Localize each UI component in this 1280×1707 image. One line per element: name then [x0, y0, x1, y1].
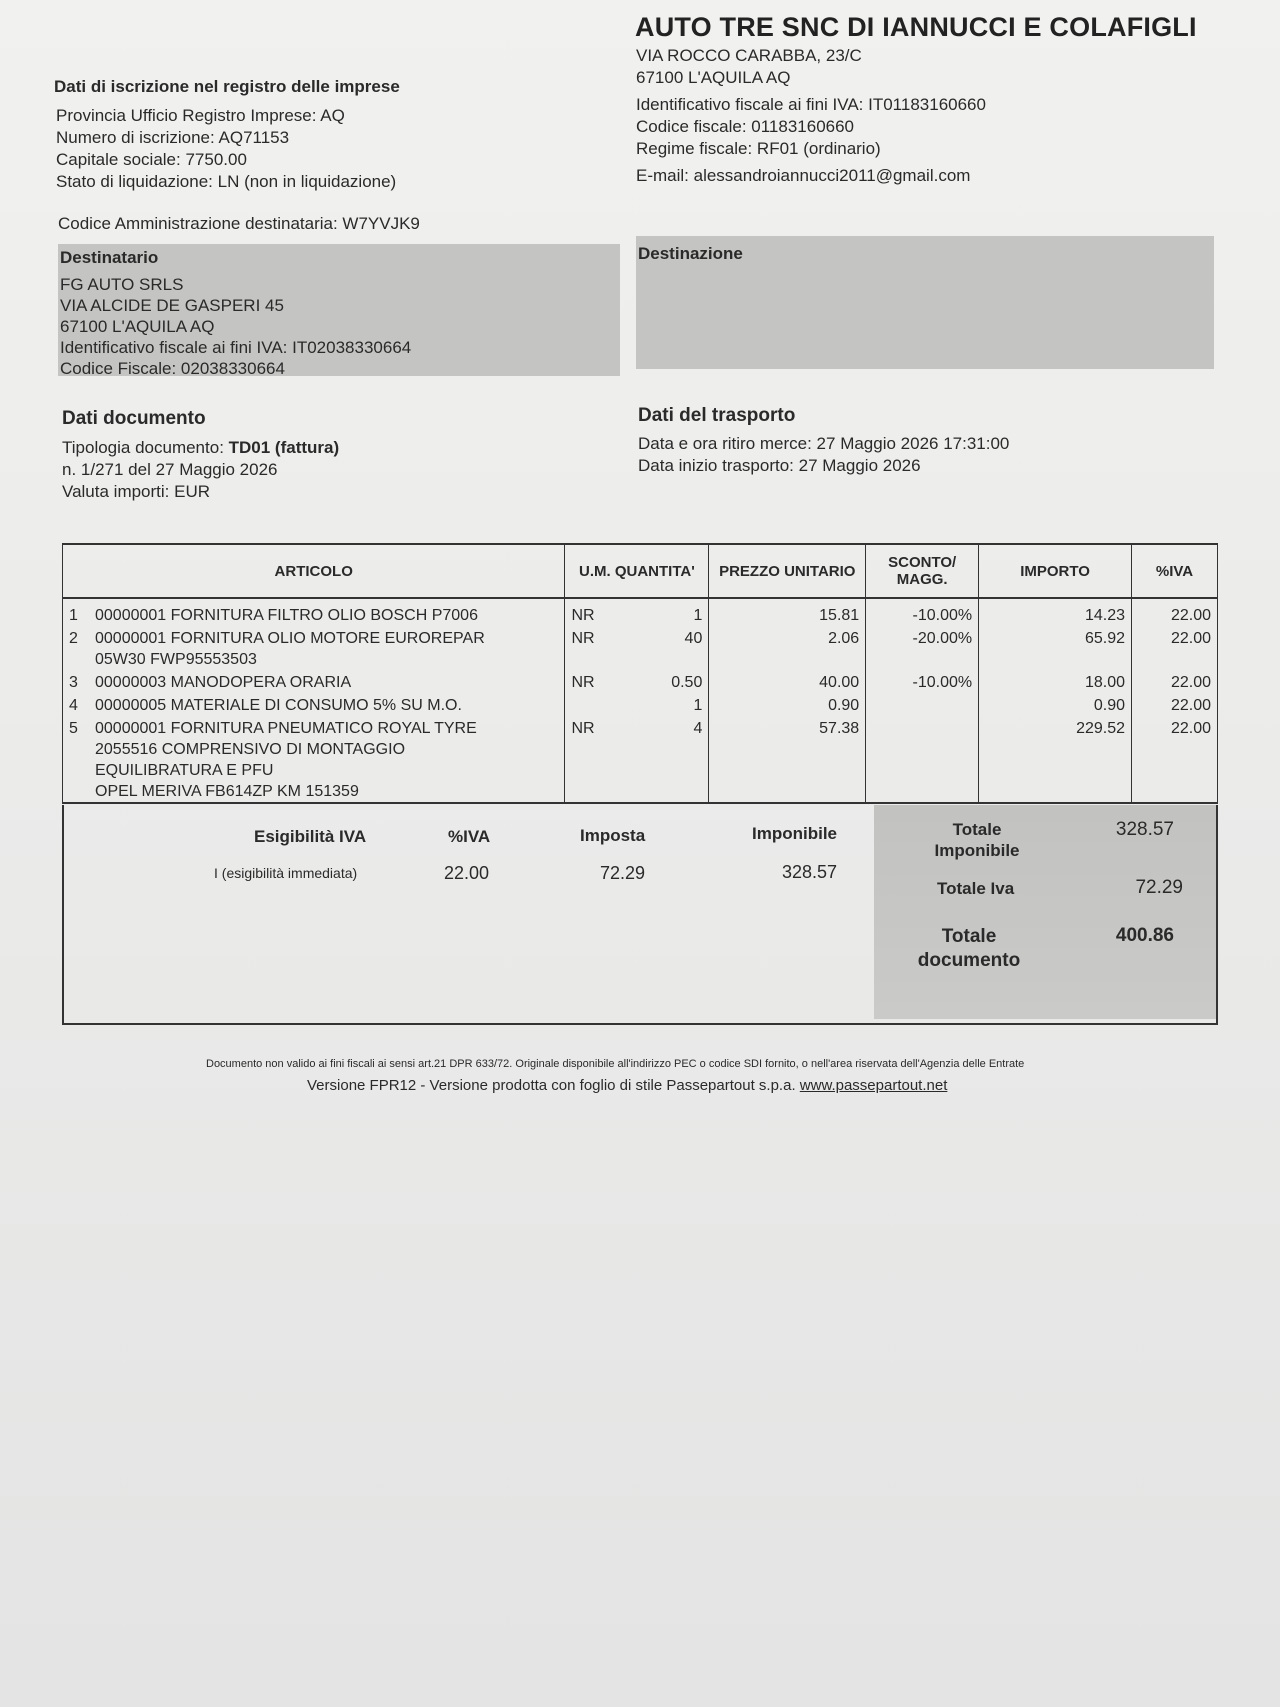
row-price: 15.81	[709, 598, 866, 626]
recipient-title: Destinatario	[60, 248, 159, 267]
row-discount	[866, 716, 979, 803]
row-discount: -10.00%	[866, 670, 979, 693]
header-price: PREZZO UNITARIO	[709, 544, 866, 598]
items-header-row	[63, 544, 1218, 598]
table-row	[63, 626, 1218, 670]
row-number: 2	[69, 630, 78, 647]
summary-header-imposta: Imposta	[580, 826, 646, 845]
registry-line: Stato di liquidazione: LN (non in liquidazione)	[56, 172, 397, 191]
header-articolo: ARTICOLO	[63, 544, 565, 598]
table-row	[63, 716, 1218, 803]
row-amount: 0.90	[979, 693, 1132, 716]
row-um: NR	[571, 720, 595, 737]
row-amount: 65.92	[979, 626, 1132, 670]
row-vat: 22.00	[1132, 626, 1218, 670]
row-qty: 4	[693, 720, 703, 737]
row-description-cont: 2055516 COMPRENSIVO DI MONTAGGIO	[95, 741, 406, 758]
summary-header-imponibile: Imponibile	[752, 824, 837, 843]
company-name: AUTO TRE SNC DI IANNUCCI E COLAFIGLI	[635, 12, 1197, 42]
totale-imponibile-value: 328.57	[1115, 819, 1174, 840]
totale-documento-line2: documento	[917, 950, 1021, 971]
row-description: 00000003 MANODOPERA ORARIA	[95, 674, 352, 691]
row-number: 3	[69, 674, 78, 691]
transport-section-title: Dati del trasporto	[638, 405, 796, 426]
admin-code: Codice Amministrazione destinataria: W7YVJK9	[58, 214, 420, 233]
document-currency: Valuta importi: EUR	[62, 482, 211, 501]
registry-title: Dati di iscrizione nel registro delle imprese	[54, 77, 400, 96]
row-um: NR	[571, 630, 595, 647]
company-tax-code: Codice fiscale: 01183160660	[636, 117, 855, 136]
row-vat: 22.00	[1132, 598, 1218, 626]
company-vat: Identificativo fiscale ai fini IVA: IT01183160660	[636, 95, 986, 114]
recipient-line: Codice Fiscale: 02038330664	[60, 359, 285, 378]
row-discount	[866, 693, 979, 716]
row-description-cont: EQUILIBRATURA E PFU	[95, 762, 274, 779]
summary-esigibilita: I (esigibilità immediata)	[214, 865, 358, 881]
totale-iva-label: Totale Iva	[937, 879, 1015, 898]
table-row	[63, 598, 1218, 626]
row-price: 0.90	[709, 693, 866, 716]
transport-start: Data inizio trasporto: 27 Maggio 2026	[638, 456, 921, 475]
header-vat: %IVA	[1132, 544, 1218, 598]
recipient-line: Identificativo fiscale ai fini IVA: IT02038330664	[60, 338, 412, 357]
row-amount: 229.52	[979, 716, 1132, 803]
row-vat: 22.00	[1132, 670, 1218, 693]
header-discount-line2: MAGG.	[896, 571, 948, 588]
row-qty: 0.50	[671, 674, 703, 691]
row-number: 5	[69, 720, 78, 737]
footer-version-text: Versione FPR12 - Versione prodotta con foglio di stile Passepartout s.p.a.	[307, 1077, 800, 1094]
recipient-line: VIA ALCIDE DE GASPERI 45	[60, 296, 284, 315]
vat-summary	[62, 805, 1218, 1025]
row-note: OPEL MERIVA FB614ZP KM 151359	[95, 783, 359, 800]
row-number: 1	[69, 607, 78, 624]
company-regime: Regime fiscale: RF01 (ordinario)	[636, 139, 881, 158]
header-discount	[866, 544, 979, 598]
row-price: 57.38	[709, 716, 866, 803]
company-city: 67100 L'AQUILA AQ	[636, 68, 791, 87]
document-section-title: Dati documento	[62, 408, 206, 429]
table-row	[63, 670, 1218, 693]
table-row	[63, 693, 1218, 716]
row-qty: 40	[684, 630, 703, 647]
header-um-qty: U.M. QUANTITA'	[565, 544, 709, 598]
document-type-label: Tipologia documento:	[62, 438, 229, 457]
summary-header-iva: %IVA	[448, 827, 491, 846]
header-discount-line1: SCONTO/	[888, 554, 957, 571]
row-amount: 18.00	[979, 670, 1132, 693]
registry-line: Provincia Ufficio Registro Imprese: AQ	[56, 106, 345, 125]
totals-box	[874, 805, 1216, 1019]
footer-version	[307, 1077, 947, 1094]
items-table	[62, 543, 1218, 804]
row-discount: -10.00%	[866, 598, 979, 626]
registry-line: Capitale sociale: 7750.00	[56, 150, 247, 169]
row-description-cont: 05W30 FWP95553503	[95, 651, 257, 668]
footer-link[interactable]: www.passepartout.net	[799, 1077, 948, 1094]
row-description: 00000001 FORNITURA FILTRO OLIO BOSCH P7006	[95, 607, 478, 624]
registry-line: Numero di iscrizione: AQ71153	[56, 128, 290, 147]
destination-title: Destinazione	[638, 244, 743, 263]
summary-header-esigibilita: Esigibilità IVA	[254, 827, 367, 846]
totale-documento-label	[914, 925, 1024, 973]
row-price: 2.06	[709, 626, 866, 670]
totale-documento-line1: Totale	[941, 926, 997, 947]
company-address: VIA ROCCO CARABBA, 23/C	[636, 46, 862, 65]
document-type	[62, 437, 339, 459]
totale-documento-value: 400.86	[1115, 925, 1174, 946]
totale-iva-value: 72.29	[1135, 877, 1183, 898]
transport-pickup: Data e ora ritiro merce: 27 Maggio 2026 17:31:00	[638, 434, 1010, 453]
footer-disclaimer: Documento non valido ai fini fiscali ai sensi art.21 DPR 633/72. Originale disponibile all'indirizzo PEC o codice SDI fornito, o nell'area riservata dell'Agenzia delle Entrate	[206, 1058, 1025, 1070]
company-email: E-mail: alessandroiannucci2011@gmail.com	[636, 166, 971, 185]
totale-imponibile-line2: Imponibile	[934, 841, 1020, 860]
row-description: 00000005 MATERIALE DI CONSUMO 5% SU M.O.	[95, 697, 462, 714]
row-vat: 22.00	[1132, 716, 1218, 803]
row-discount: -20.00%	[866, 626, 979, 670]
row-vat: 22.00	[1132, 693, 1218, 716]
document-type-value: TD01 (fattura)	[228, 438, 340, 457]
summary-imponibile: 328.57	[782, 862, 838, 882]
recipient-line: FG AUTO SRLS	[60, 275, 184, 294]
row-number: 4	[69, 697, 78, 714]
row-um: NR	[571, 607, 595, 624]
row-qty: 1	[693, 697, 703, 714]
header-amount: IMPORTO	[979, 544, 1132, 598]
row-description: 00000001 FORNITURA OLIO MOTORE EUROREPAR	[95, 630, 485, 647]
row-qty: 1	[693, 607, 703, 624]
summary-iva: 22.00	[444, 863, 490, 883]
row-description: 00000001 FORNITURA PNEUMATICO ROYAL TYRE	[95, 720, 477, 737]
row-um: NR	[571, 674, 595, 691]
totale-imponibile-line1: Totale	[952, 820, 1002, 839]
document-number: n. 1/271 del 27 Maggio 2026	[62, 460, 278, 479]
totale-imponibile-label	[927, 819, 1027, 861]
recipient-line: 67100 L'AQUILA AQ	[60, 317, 215, 336]
row-price: 40.00	[709, 670, 866, 693]
summary-imposta: 72.29	[600, 863, 646, 883]
row-amount: 14.23	[979, 598, 1132, 626]
